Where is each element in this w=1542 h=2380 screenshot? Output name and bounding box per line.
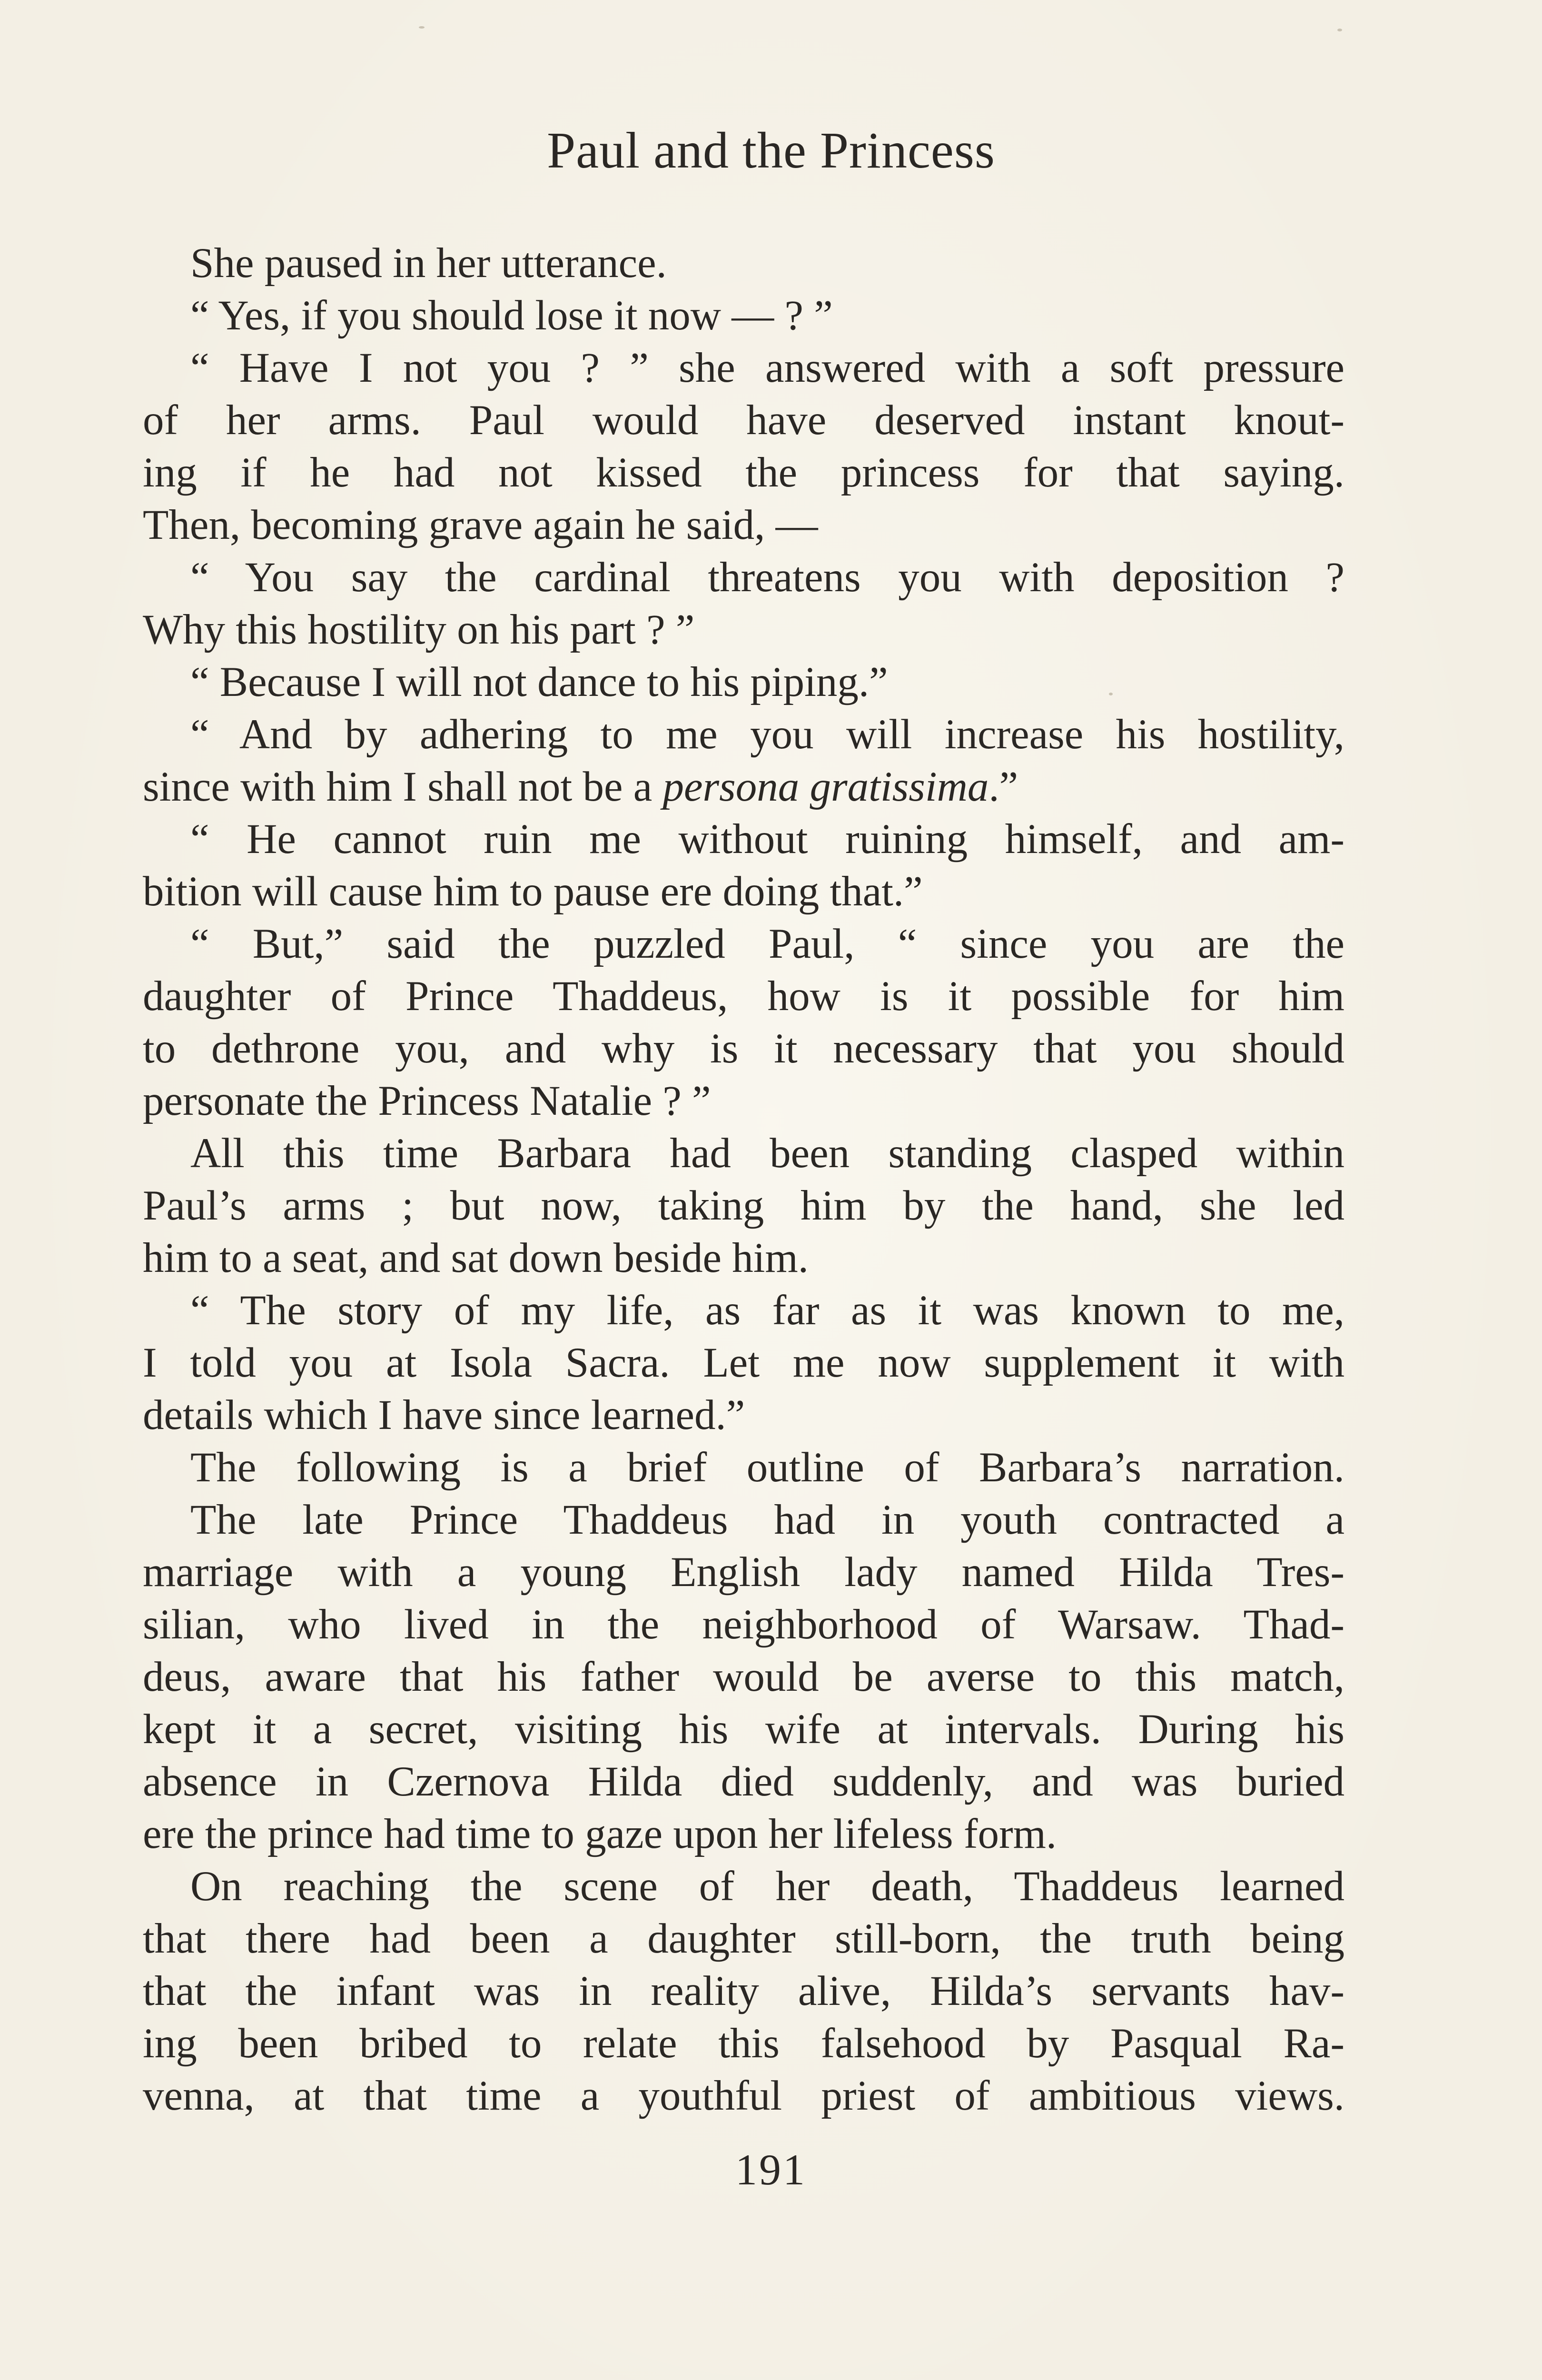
line-text: absence in Czernova Hilda died suddenly, and was buried (143, 1758, 1344, 1805)
text-line (143, 1808, 1344, 1860)
line-text: details which I have since learned.” (143, 1392, 745, 1438)
text-line (143, 1913, 1344, 1965)
paper-speck (1109, 693, 1113, 695)
line-text: “ Yes, if you should lose it now — ? ” (190, 292, 833, 339)
line-text: “ He cannot ruin me without ruining himself, and am- (190, 816, 1344, 863)
line-text: The late Prince Thaddeus had in youth contracted a (190, 1497, 1344, 1543)
line-text: “ The story of my life, as far as it was known to me, (190, 1287, 1344, 1334)
line-text: ing if he had not kissed the princess for that saying. (143, 449, 1344, 496)
paper-speck (1337, 29, 1342, 31)
text-line (143, 237, 1344, 289)
line-text: silian, who lived in the neighborhood of Warsaw. Thad- (143, 1601, 1344, 1648)
italic-phrase: persona gratissima (662, 764, 989, 810)
line-text: that there had been a daughter still-born, the truth being (143, 1915, 1344, 1962)
line-text: venna, at that time a youthful priest of ambitious views. (143, 2073, 1344, 2119)
line-text: since with him I shall not be a (143, 764, 663, 810)
line-text: “ And by adhering to me you will increase his hostility, (190, 711, 1344, 758)
text-line (143, 1389, 1344, 1441)
text-line (143, 813, 1344, 865)
line-text: ere the prince had time to gaze upon her lifeless form. (143, 1811, 1057, 1857)
line-text: On reaching the scene of her death, Thaddeus learned (190, 1863, 1344, 1910)
running-head: Paul and the Princess (547, 122, 995, 179)
text-line (143, 1022, 1344, 1075)
text-line (143, 1546, 1344, 1598)
text-line (143, 1598, 1344, 1651)
text-line (143, 1651, 1344, 1703)
line-text: marriage with a young English lady named Hilda Tres- (143, 1549, 1344, 1596)
text-line (143, 1860, 1344, 1913)
text-line (143, 656, 1344, 708)
text-line (143, 1337, 1344, 1389)
text-line (143, 761, 1344, 813)
line-text: Then, becoming grave again he said, — (143, 502, 818, 548)
text-line (143, 2070, 1344, 2122)
body-text (143, 237, 1344, 2122)
line-text: “ But,” said the puzzled Paul, “ since you are the (190, 921, 1344, 967)
line-text: “ Have I not you ? ” she answered with a soft pressure (190, 345, 1344, 391)
line-text: bition will cause him to pause ere doing that.” (143, 868, 923, 915)
text-line (143, 394, 1344, 446)
line-text: I told you at Isola Sacra. Let me now supplement it with (143, 1339, 1344, 1386)
page-number: 191 (735, 2145, 807, 2194)
text-line (143, 918, 1344, 970)
paper-speck (419, 26, 425, 29)
line-text: She paused in her utterance. (190, 240, 667, 287)
line-text: Why this hostility on his part ? ” (143, 606, 695, 653)
text-line (143, 970, 1344, 1022)
text-line (143, 2017, 1344, 2070)
text-line (143, 865, 1344, 918)
line-text: ing been bribed to relate this falsehood by Pasqual Ra- (143, 2020, 1344, 2067)
line-text: daughter of Prince Thaddeus, how is it possible for him (143, 973, 1344, 1020)
text-line (143, 1703, 1344, 1755)
line-text: him to a seat, and sat down beside him. (143, 1235, 809, 1281)
text-line (143, 551, 1344, 604)
line-text: kept it a secret, visiting his wife at intervals. During his (143, 1706, 1344, 1753)
text-line (143, 1494, 1344, 1546)
text-line (143, 1180, 1344, 1232)
line-text: deus, aware that his father would be averse to this match, (143, 1654, 1344, 1700)
text-line (143, 1965, 1344, 2017)
line-text: “ You say the cardinal threatens you with deposition ? (190, 554, 1344, 601)
text-line (143, 1127, 1344, 1180)
text-line (143, 1232, 1344, 1284)
line-text: All this time Barbara had been standing clasped within (190, 1130, 1344, 1177)
text-line (143, 342, 1344, 394)
text-line (143, 1441, 1344, 1494)
text-line (143, 708, 1344, 761)
text-line (143, 289, 1344, 342)
line-text: “ Because I will not dance to his piping.” (190, 659, 888, 705)
text-line (143, 1284, 1344, 1337)
text-line (143, 499, 1344, 551)
text-line (143, 446, 1344, 499)
line-text: Paul’s arms ; but now, taking him by the hand, she led (143, 1182, 1344, 1229)
line-text: personate the Princess Natalie ? ” (143, 1078, 711, 1124)
line-text: to dethrone you, and why is it necessary that you should (143, 1025, 1344, 1072)
text-line (143, 1075, 1344, 1127)
line-text-tail: .” (988, 764, 1018, 810)
text-line (143, 604, 1344, 656)
line-text: of her arms. Paul would have deserved instant knout- (143, 397, 1344, 444)
text-line (143, 1755, 1344, 1808)
line-text: that the infant was in reality alive, Hilda’s servants hav- (143, 1968, 1344, 2014)
line-text: The following is a brief outline of Barbara’s narration. (190, 1444, 1344, 1491)
